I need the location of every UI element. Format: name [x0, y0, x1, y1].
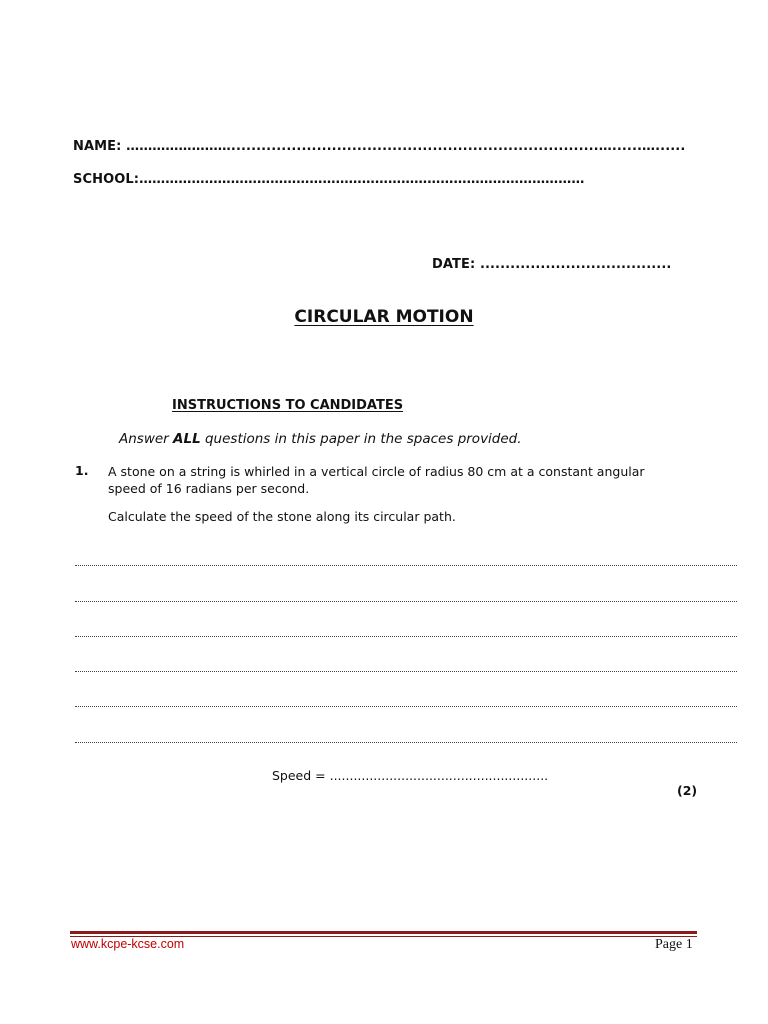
answer-suffix: questions in this paper in the spaces provided.	[204, 431, 522, 447]
date-label: DATE:	[432, 257, 476, 272]
page-number: Page 1	[655, 937, 693, 952]
answer-line[interactable]	[75, 706, 737, 707]
question-prompt: Calculate the speed of the stone along its circular path.	[108, 509, 456, 524]
page-title: CIRCULAR MOTION	[294, 307, 474, 327]
marks-label: (2)	[677, 783, 698, 798]
answer-prefix: Answer	[119, 431, 169, 447]
school-label: SCHOOL:	[73, 172, 140, 187]
instructions-text	[119, 431, 522, 447]
answer-line[interactable]	[75, 671, 737, 672]
answer-line[interactable]	[75, 742, 737, 743]
instructions-heading: INSTRUCTIONS TO CANDIDATES	[172, 398, 404, 413]
footer-website-link[interactable]: www.kcpe-kcse.com	[71, 937, 185, 951]
date-field[interactable]	[432, 257, 671, 272]
name-field[interactable]	[73, 139, 685, 154]
date-dots: ......................................	[479, 257, 672, 272]
name-label: NAME:	[73, 139, 122, 154]
question-number: 1.	[75, 463, 89, 478]
school-field[interactable]	[73, 172, 584, 187]
answer-emphasis: ALL	[173, 431, 201, 447]
speed-answer-field[interactable]: Speed = .......................................................	[272, 768, 549, 783]
name-dots: …………………….........................................................................…......…......	[126, 139, 686, 154]
footer-rule	[70, 931, 697, 934]
answer-line[interactable]	[75, 565, 737, 566]
school-dots: …………………………………………………………………………………………	[139, 172, 585, 187]
question-text: A stone on a string is whirled in a vertical circle of radius 80 cm at a constant angular speed of 16 radians per second.	[108, 464, 645, 496]
answer-line[interactable]	[75, 601, 737, 602]
answer-line[interactable]	[75, 636, 737, 637]
